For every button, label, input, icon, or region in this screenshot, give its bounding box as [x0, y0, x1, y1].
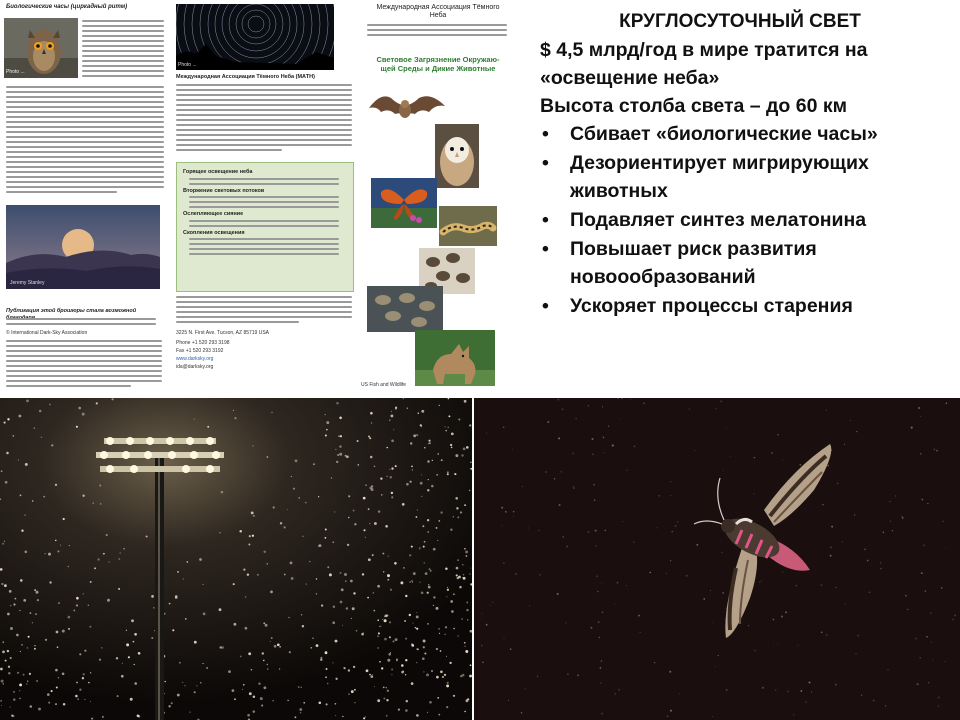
- brochure-panel-1: [0, 0, 168, 398]
- bullet-item: • Сбивает «биологические часы»: [540, 120, 955, 148]
- bullet-item: • Подавляет синтез мелатонина: [540, 206, 955, 234]
- butterfly-photo: [371, 178, 437, 228]
- panel3-green-title-2: щей Среды и Дикие Животные: [380, 64, 496, 73]
- bullet-dot: •: [542, 238, 549, 260]
- stadium-light-insects-photo: [0, 398, 472, 720]
- infobox-item-1: Горящее освещение неба: [183, 169, 253, 175]
- star-caption: Photo ...: [178, 62, 197, 68]
- infobox-item-4: Скопления освещения: [183, 229, 245, 236]
- panel2-infobox: [176, 162, 354, 292]
- panel1-footer-title: Публикация этой брошюры стала возможной: [6, 308, 137, 314]
- panel3-top-title-1: Международная Ассоциация Тёмного: [376, 4, 500, 11]
- bullet-dot: •: [542, 123, 549, 145]
- slide-line-1: $ 4,5 млрд/год в мире тратится на: [540, 39, 868, 61]
- infobox-item-2: Вторжение световых потоков: [183, 187, 265, 194]
- fox-photo: [415, 330, 495, 386]
- panel3-footer: US Fish and Wildlife: [361, 382, 407, 388]
- panel3-top-title-2: Неба: [429, 12, 447, 19]
- brochure-image: [0, 0, 516, 398]
- infobox-item-3: Ослепляющее сияние: [183, 211, 244, 217]
- barn-owl-photo: [435, 124, 479, 188]
- bullet-item: • Повышает риск развития новоообразований: [540, 235, 955, 291]
- panel2-intro: Международная Ассоциация Тёмного Неба (МАТН): [176, 74, 315, 80]
- turtles-photo: [367, 286, 443, 332]
- slide-line-3: Высота столба света – до 60 км: [540, 95, 848, 117]
- caterpillar-photo: [439, 206, 497, 246]
- bullet-item: • Ускоряет процессы старения: [540, 292, 955, 320]
- moon-photo: [6, 205, 160, 289]
- panel2-address: 3225 N. First Ave. Tucson, AZ 85719 USA: [176, 330, 270, 336]
- panel2-web: www.darksky.org: [176, 356, 214, 362]
- bullet-dot: •: [542, 295, 549, 317]
- panel3-green-title: [365, 55, 511, 73]
- slide-line-2: «освещение неба»: [540, 67, 720, 89]
- brochure-panel-2: [170, 0, 356, 398]
- panel1-footer-line: © International Dark-Sky Association: [6, 330, 88, 336]
- panel3-green-title-1: Световое Загрязнение Окружаю-: [376, 55, 500, 64]
- panel2-fax: Fax +1 520 293 3192: [176, 348, 224, 354]
- slide-title: КРУГЛОСУТОЧНЫЙ СВЕТ: [619, 11, 861, 32]
- hawk-moth-photo: [474, 398, 960, 720]
- panel2-email: ida@darksky.org: [176, 364, 214, 370]
- moon-caption: Jeremy Stanley: [10, 280, 45, 286]
- bullet-item: • Дезориентирует мигрирующих животных: [540, 149, 955, 205]
- owl-caption: Photo ...: [6, 69, 25, 75]
- star-trails-photo: [176, 4, 334, 70]
- bullet-list: [540, 120, 955, 320]
- slide-text-block: [540, 8, 955, 321]
- light-fixture: [96, 437, 224, 473]
- bullet-dot: •: [542, 152, 549, 174]
- panel1-heading: Биологические часы (циркадный ритм): [6, 4, 128, 10]
- bullet-dot: •: [542, 209, 549, 231]
- brochure-panel-3: [357, 0, 516, 398]
- panel2-phone: Phone +1 520 293 3198: [176, 340, 230, 346]
